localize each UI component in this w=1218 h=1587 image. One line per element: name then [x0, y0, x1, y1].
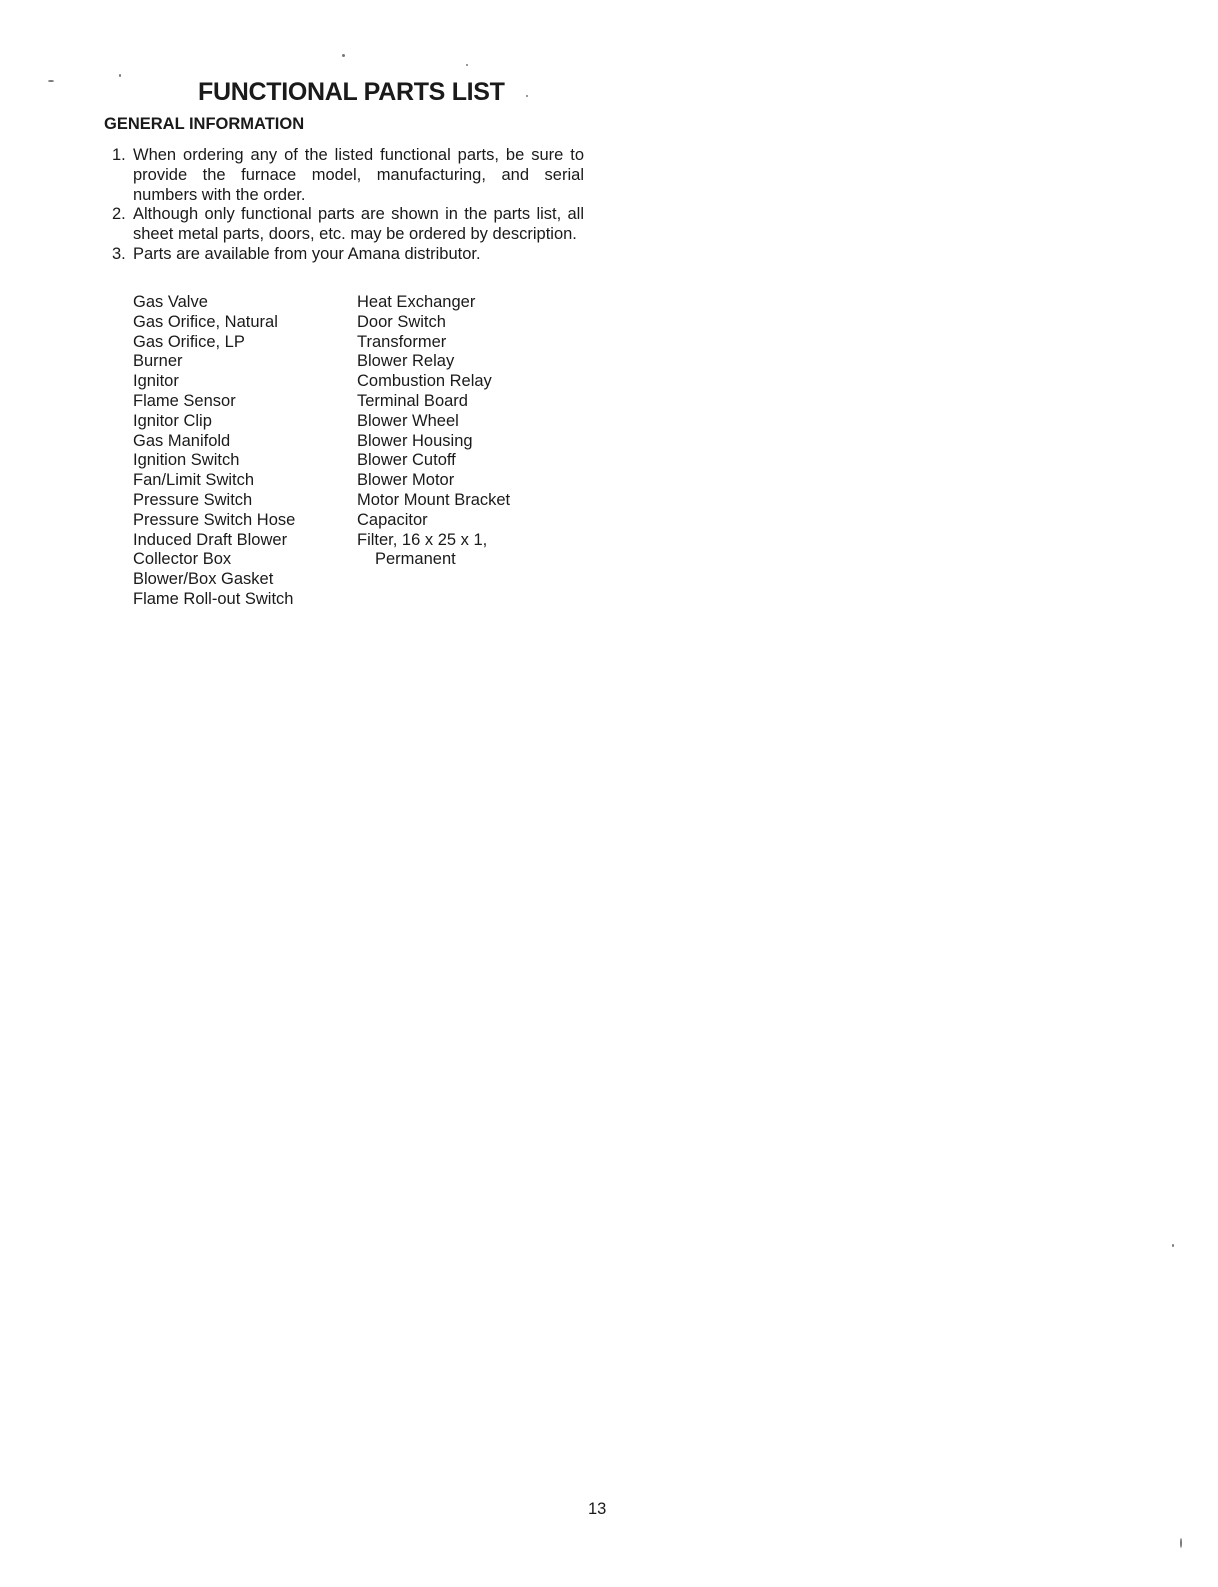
info-item-text: Parts are available from your Amana distributor. [133, 244, 481, 263]
part-item: Fan/Limit Switch [133, 471, 255, 490]
part-item: Gas Valve [133, 293, 208, 311]
info-item-3 [112, 245, 584, 265]
part-item: Blower Relay [357, 352, 455, 371]
part-item: Gas Orifice, LP [133, 332, 245, 351]
section-heading: GENERAL INFORMATION [104, 115, 305, 133]
part-item: Blower Cutoff [357, 451, 456, 470]
part-item: Blower/Box Gasket [133, 570, 274, 589]
part-item: Burner [133, 352, 183, 371]
info-item-text: Although only functional parts are shown in the parts list, all sheet metal parts, doors, etc. may be ordered by description. [133, 205, 584, 244]
part-item: Flame Sensor [133, 391, 236, 410]
general-information-list [112, 146, 584, 265]
part-item: Ignitor Clip [133, 411, 212, 430]
scan-speck [119, 74, 121, 77]
part-item: Terminal Board [357, 391, 468, 410]
info-item-text: When ordering any of the listed functional parts, be sure to provide the furnace model, manufacturing, and serial numbers with the order. [133, 146, 584, 204]
part-item: Flame Roll-out Switch [133, 589, 294, 608]
part-item: Combustion Relay [357, 372, 492, 391]
page-number: 13 [588, 1500, 607, 1518]
part-item: Blower Wheel [357, 411, 459, 430]
part-item: Ignition Switch [133, 451, 240, 470]
part-item: Pressure Switch [133, 490, 253, 509]
part-item-continuation: Permanent [375, 550, 456, 569]
info-item-number: 2. [112, 205, 126, 224]
part-item: Motor Mount Bracket [357, 490, 511, 509]
info-item-number: 1. [112, 146, 126, 164]
scan-speck [48, 80, 54, 82]
part-item: Collector Box [133, 550, 232, 569]
part-item: Gas Orifice, Natural [133, 312, 278, 331]
part-item: Capacitor [357, 510, 428, 529]
part-item: Gas Manifold [133, 431, 231, 450]
part-item: Pressure Switch Hose [133, 510, 296, 529]
part-item: Filter, 16 x 25 x 1, [357, 530, 488, 549]
part-item: Heat Exchanger [357, 293, 476, 311]
info-item-2 [112, 205, 584, 245]
scan-speck [1172, 1244, 1174, 1247]
part-item: Blower Housing [357, 431, 473, 450]
part-item: Transformer [357, 332, 447, 351]
part-item: Door Switch [357, 312, 446, 331]
parts-list-right-column [357, 293, 510, 570]
scan-speck [526, 95, 528, 97]
parts-list-left-column [133, 293, 295, 610]
info-item-1 [112, 146, 584, 205]
scan-speck [1180, 1538, 1182, 1548]
scan-speck [342, 54, 345, 57]
part-item: Ignitor [133, 372, 179, 391]
part-item: Induced Draft Blower [133, 530, 288, 549]
info-item-number: 3. [112, 244, 126, 263]
scan-speck [466, 64, 468, 66]
page-title: FUNCTIONAL PARTS LIST [198, 78, 505, 106]
part-item: Blower Motor [357, 471, 455, 490]
